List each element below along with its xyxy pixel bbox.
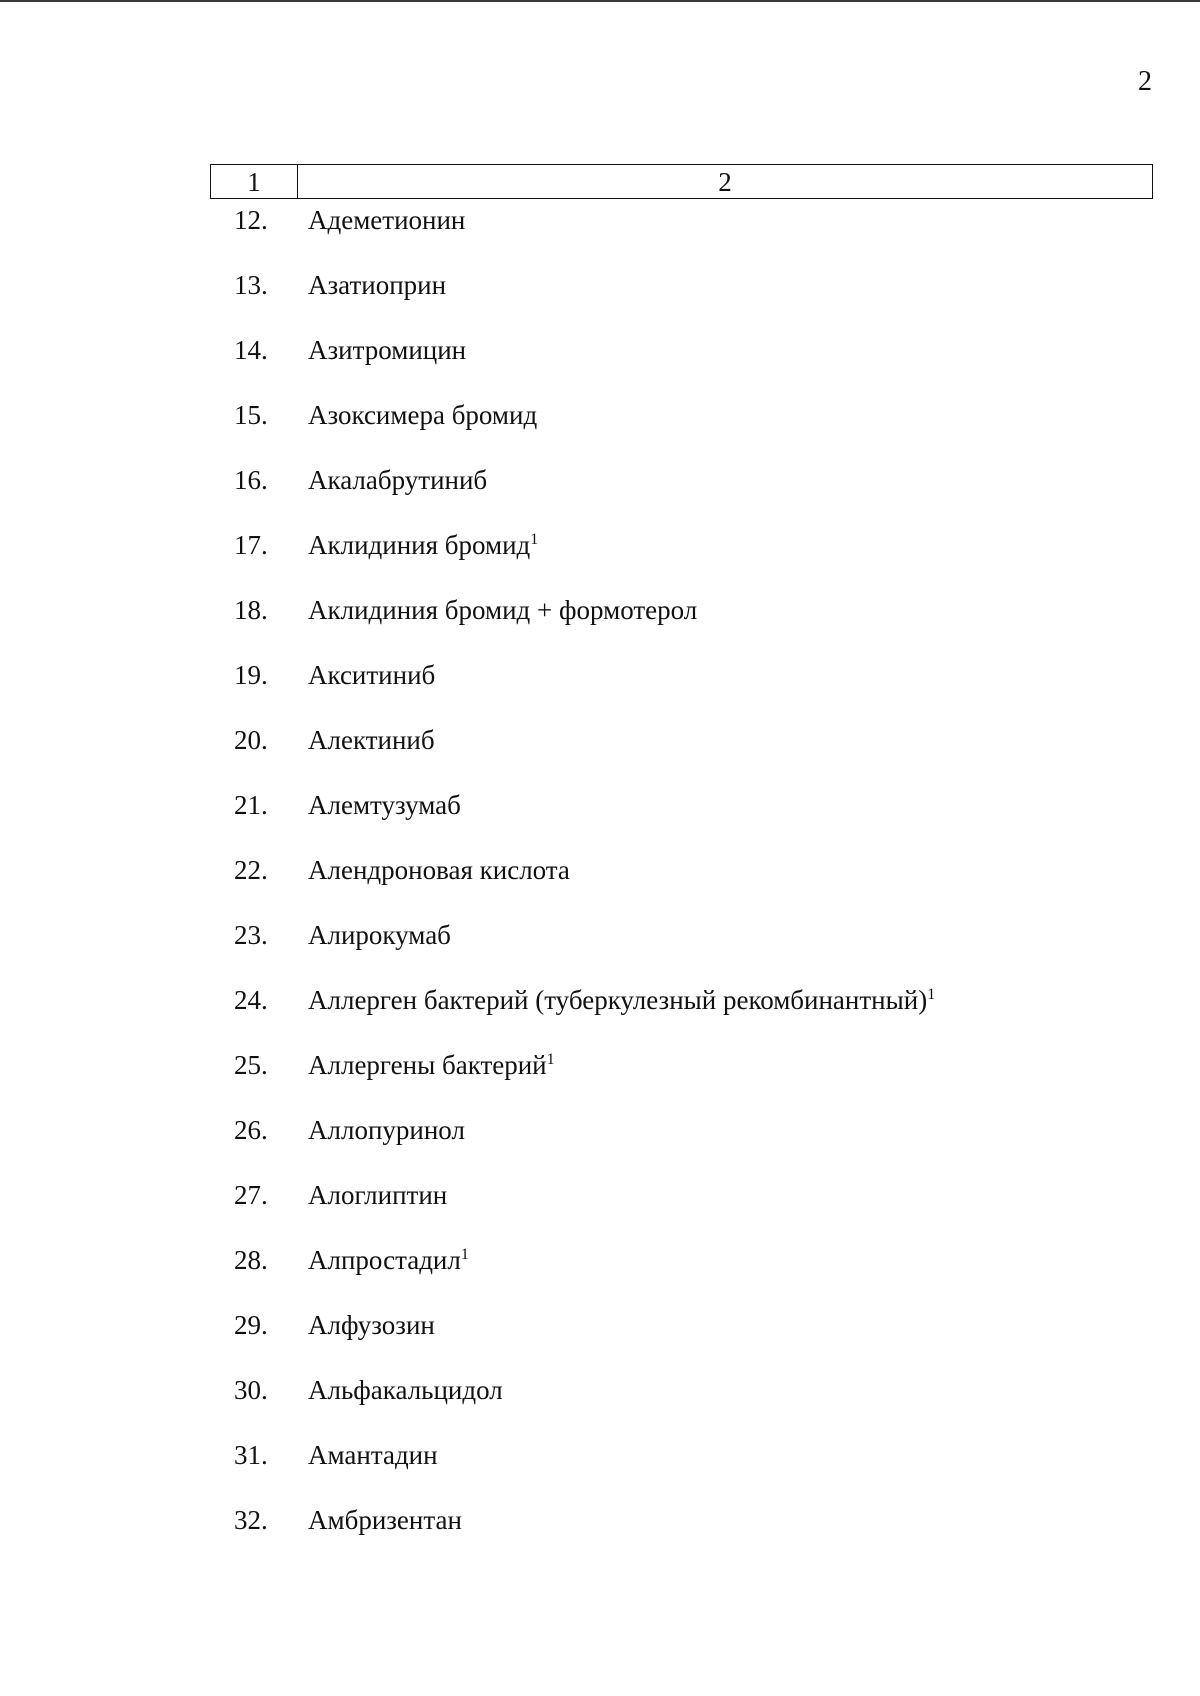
column-header-2: 2 [718,167,732,197]
table-row [210,1435,1153,1500]
footnote-marker: 1 [546,1051,555,1068]
drug-name-cell [296,655,435,695]
drug-name: Альфакальцидол [308,1375,503,1405]
drug-name: Алендроновая кислота [308,855,570,885]
row-number: 16. [234,465,268,495]
row-number: 18. [234,595,268,625]
drug-name: Аллерген бактерий (туберкулезный рекомбинантный) [308,985,928,1015]
table-row [210,1045,1153,1110]
row-number: 12. [234,205,268,235]
drug-name: Азоксимера бромид [308,400,538,430]
table-row [210,1240,1153,1305]
drug-name-cell [296,1305,435,1345]
table-row [210,330,1153,395]
drug-name: Алектиниб [308,725,435,755]
row-number: 32. [234,1505,268,1535]
drug-name: Амантадин [308,1440,438,1470]
row-number: 26. [234,1115,268,1145]
row-number: 29. [234,1310,268,1340]
table-row [210,265,1153,330]
drug-name-cell [296,1110,465,1150]
drug-name: Азитромицин [308,335,467,365]
drug-name-cell [296,980,935,1020]
top-border-line [0,0,1200,2]
table-row [210,395,1153,460]
drug-name-cell [296,330,466,370]
table-row [210,460,1153,525]
drug-name: Алирокумаб [308,920,451,950]
drug-name-cell [296,265,446,305]
table-row [210,525,1153,590]
drug-name-cell [296,1045,555,1085]
drug-name: Азатиоприн [308,270,447,300]
table-row [210,720,1153,785]
drug-name: Алоглиптин [308,1180,448,1210]
drug-name-cell [296,785,461,825]
drug-list [210,200,1153,1565]
row-number: 23. [234,920,268,950]
drug-name-cell [296,525,538,565]
table-row [210,1305,1153,1370]
drug-name-cell [296,1370,503,1410]
drug-name-cell [296,850,570,890]
drug-name-cell [296,1500,462,1540]
table-row [210,785,1153,850]
drug-name: Амбризентан [308,1505,462,1535]
table-row [210,1500,1153,1565]
drug-name: Алфузозин [308,1310,435,1340]
row-number: 24. [234,985,268,1015]
page-number: 2 [1138,66,1152,97]
row-number: 25. [234,1050,268,1080]
row-number: 27. [234,1180,268,1210]
row-number: 13. [234,270,268,300]
table-row [210,915,1153,980]
drug-name-cell [296,1240,469,1280]
row-number: 17. [234,530,268,560]
table-row [210,1175,1153,1240]
drug-name: Алемтузумаб [308,790,461,820]
drug-name-cell [296,460,487,500]
drug-name: Алпростадил [308,1245,461,1275]
row-number: 30. [234,1375,268,1405]
table-row [210,850,1153,915]
column-header-1: 1 [211,165,298,198]
drug-name: Аллергены бактерий [308,1050,547,1080]
drug-name: Акалабрутиниб [308,465,488,495]
table-row [210,590,1153,655]
footnote-marker: 1 [530,531,539,548]
footnote-marker: 1 [460,1246,469,1263]
row-number: 31. [234,1440,268,1470]
table-row [210,1110,1153,1175]
drug-name-cell [296,590,697,630]
row-number: 14. [234,335,268,365]
drug-name-cell [296,1175,447,1215]
drug-name-cell [296,720,435,760]
row-number: 21. [234,790,268,820]
table-row [210,1370,1153,1435]
drug-name: Акситиниб [308,660,436,690]
drug-name-cell [296,1435,438,1475]
footnote-marker: 1 [927,986,936,1003]
drug-name: Адеметионин [308,205,466,235]
row-number: 15. [234,400,268,430]
row-number: 28. [234,1245,268,1275]
drug-name-cell [296,395,537,435]
drug-name-cell [296,200,465,240]
drug-name: Аклидиния бромид [308,530,531,560]
row-number: 20. [234,725,268,755]
table-row [210,200,1153,265]
table-row [210,655,1153,720]
table-row [210,980,1153,1045]
table-header [210,164,1153,199]
drug-name: Аклидиния бромид + формотерол [308,595,698,625]
row-number: 22. [234,855,268,885]
row-number: 19. [234,660,268,690]
drug-name: Аллопуринол [308,1115,465,1145]
drug-name-cell [296,915,451,955]
